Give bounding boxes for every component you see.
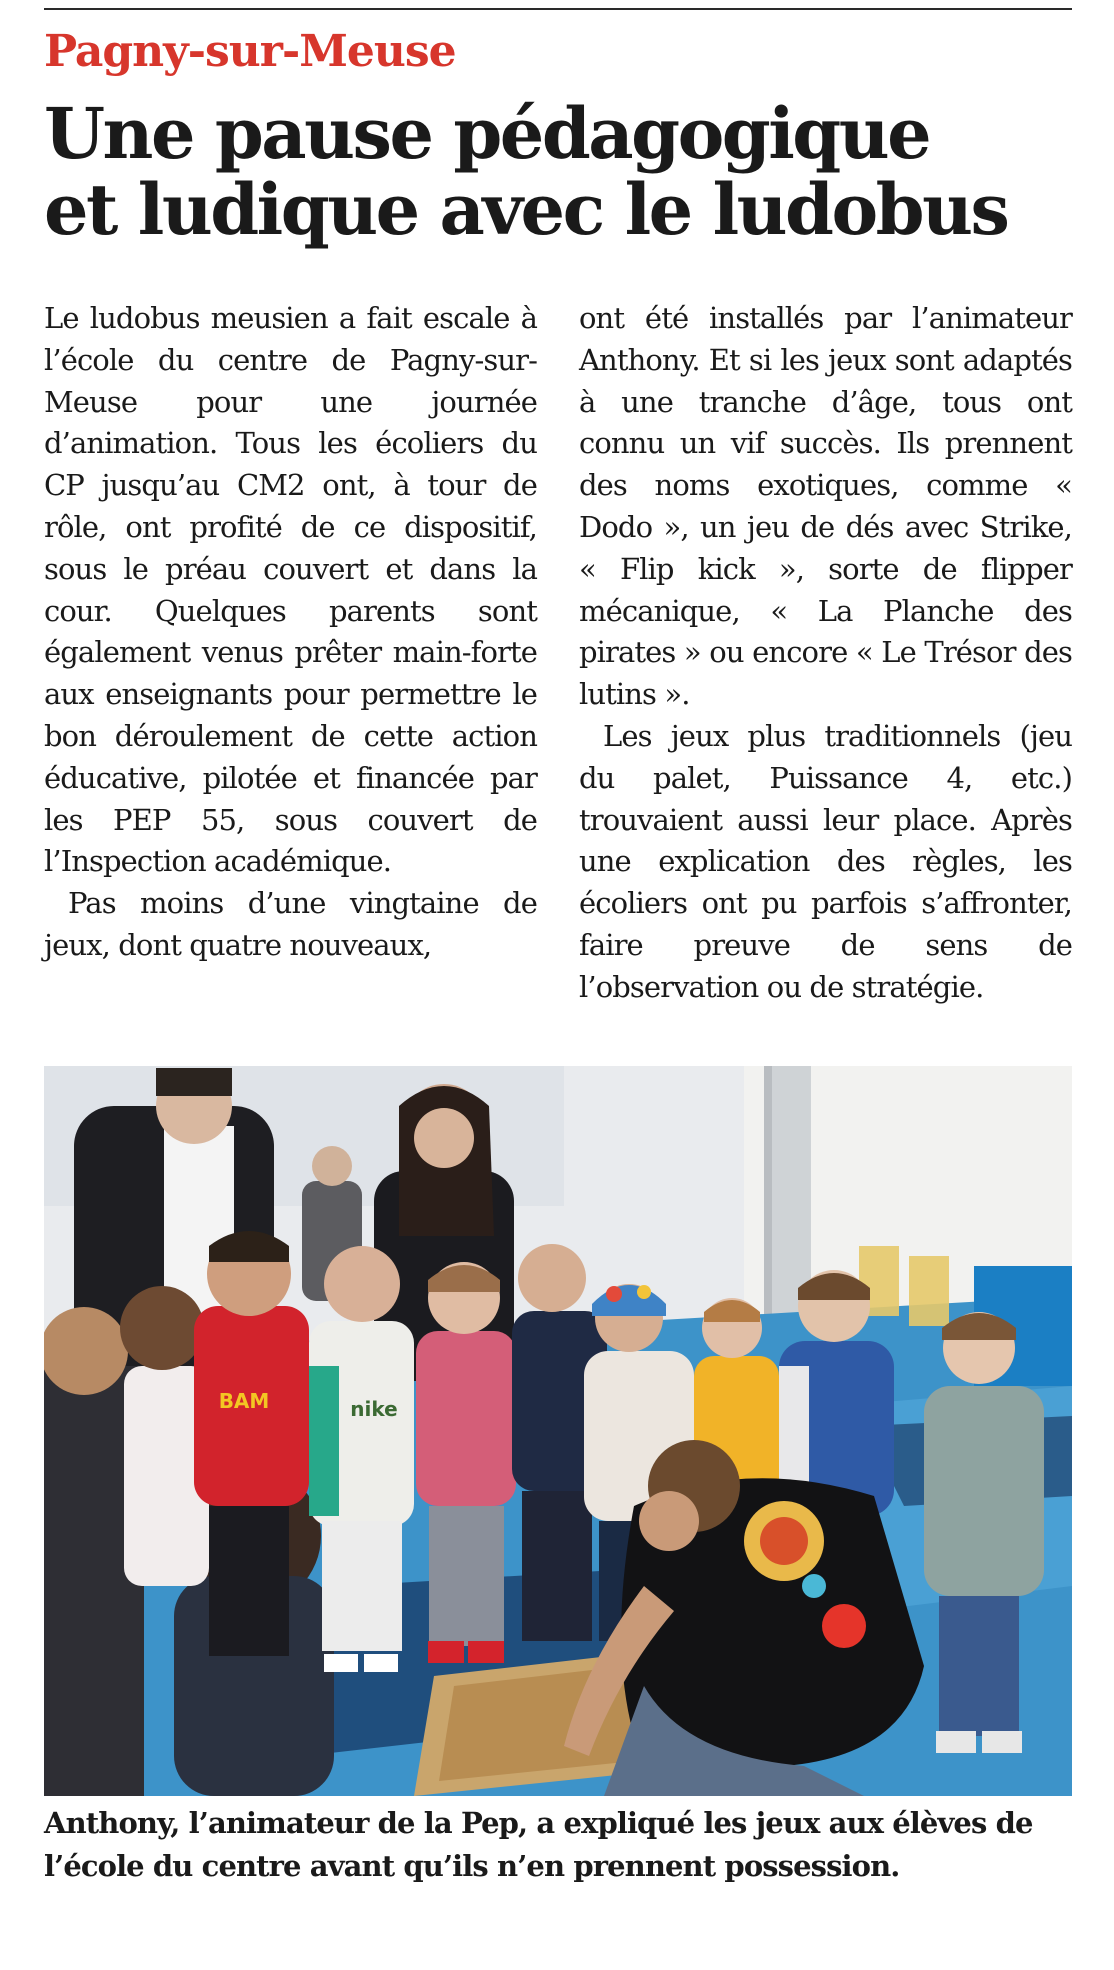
photo-illustration [44,1066,1072,1796]
shirt-text: BAM [218,1389,270,1413]
article-kicker: Pagny-sur-Meuse [44,26,456,77]
body-paragraph: ont été installés par l’animateur Anthony. Et si les jeux sont adaptés à une tranche d’âge, tous ont connu un vif succès. Ils prennent des noms exotiques, comme « Dodo », un jeu de dés avec Strike, « Flip kick », sorte de flipper mécanique, « La Planche des pirates » ou encore « Le Trésor des lutins ». [579,301,1072,712]
body-paragraph: Pas moins d’une vingtaine de jeux, dont quatre nouveaux, [44,886,537,962]
top-rule [44,8,1072,10]
headline-line-2: et ludique avec le ludobus [44,168,1008,251]
body-paragraph: Les jeux plus traditionnels (jeu du palet, Puissance 4, etc.) trouvaient aussi leur place. Après une explication des règles, les écoliers ont pu parfois s’affronter, faire preuve de sens de l’observation ou de stratégie. [579,718,1072,1004]
body-column-right [579,298,1072,1009]
photo-caption: Anthony, l’animateur de la Pep, a expliqué les jeux aux élèves de l’école du centre avant qu’ils n’en prennent possession. [44,1806,1033,1883]
shirt-text: nike [350,1397,398,1421]
article-body [44,298,1072,1009]
body-paragraph: Le ludobus meusien a fait escale à l’école du centre de Pagny-sur-Meuse pour une journée d’animation. Tous les écoliers du CP jusqu’au CM2 ont, à tour de rôle, ont profité de ce dispositif, sous le préau couvert et dans la cour. Quelques parents sont également venus prêter main-forte aux enseignants pour permettre le bon déroulement de cette action éducative, pilotée et financée par les PEP 55, sous couvert de l’Inspection académique. [44,301,537,879]
headline-line-1: Une pause pédagogique [44,92,930,175]
body-column-left [44,298,537,1009]
article-headline [44,92,1072,251]
article-photo [44,1066,1072,1796]
